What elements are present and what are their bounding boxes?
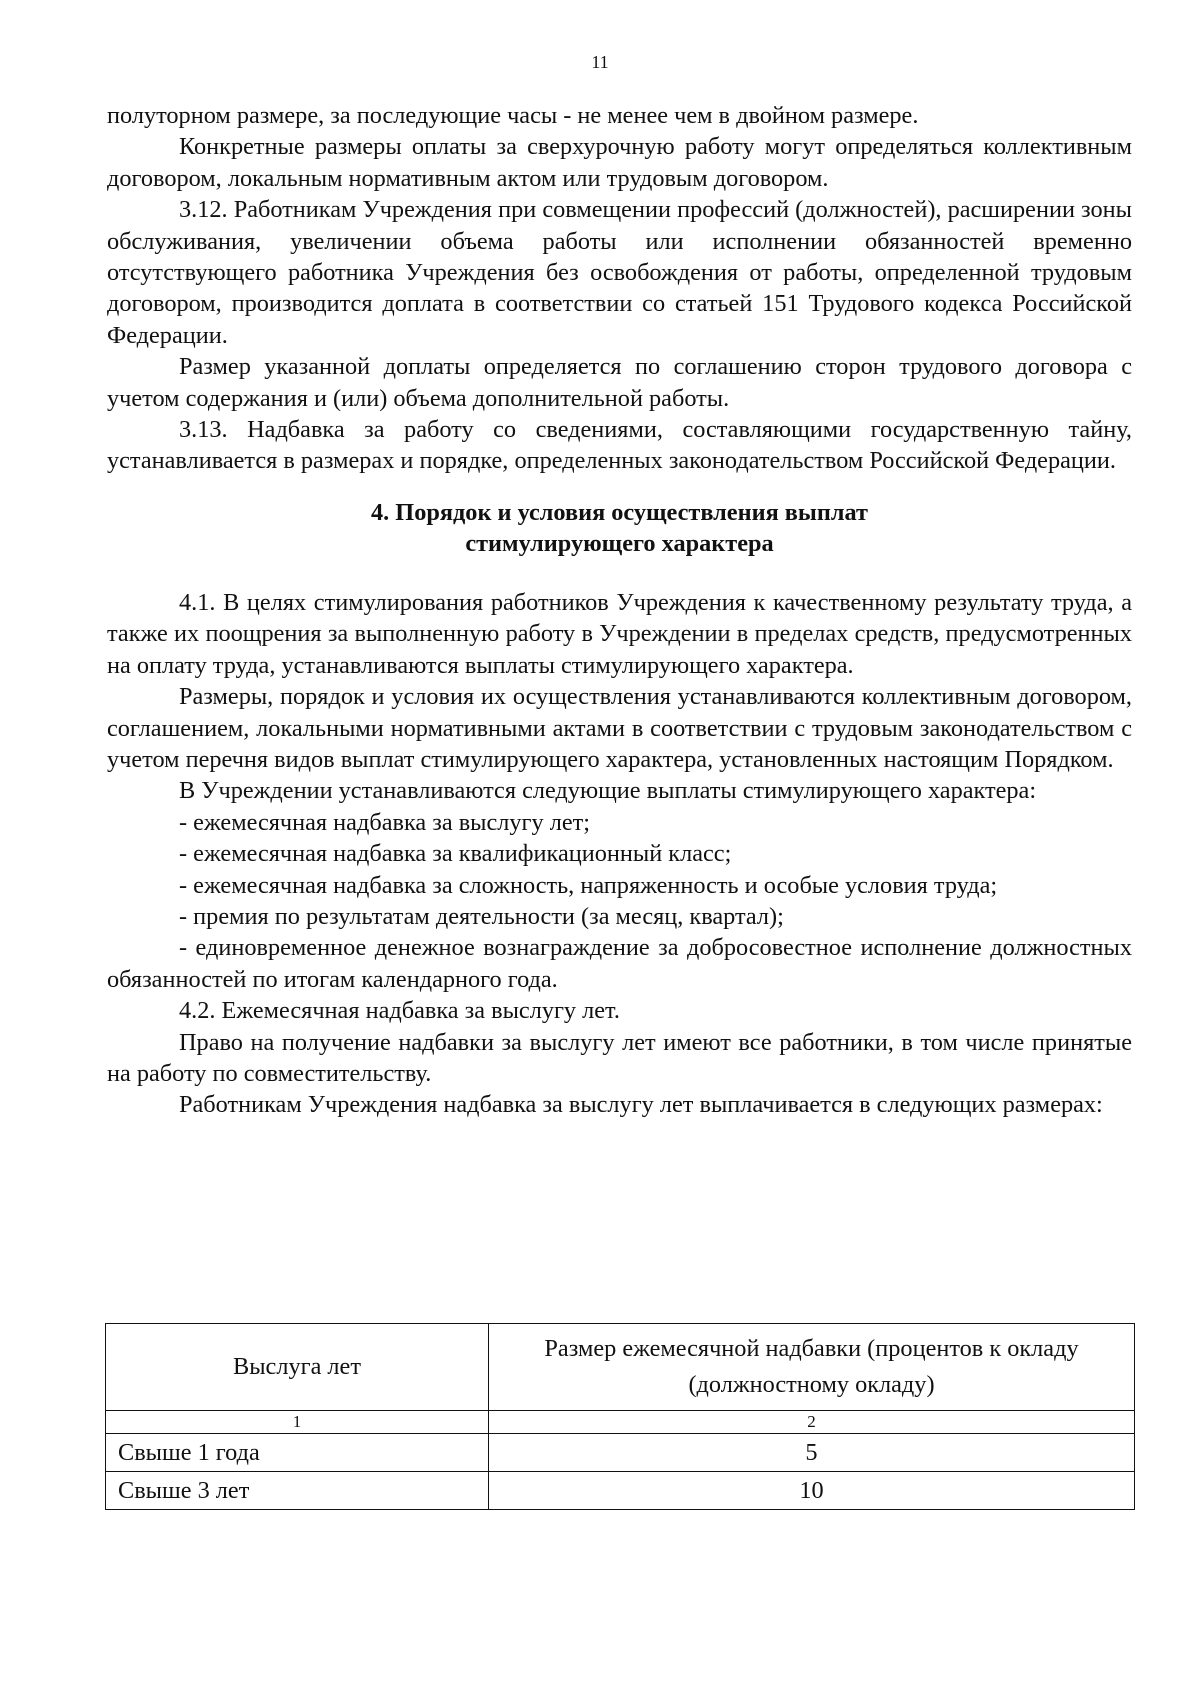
- section-heading-line2: стимулирующего характера: [465, 529, 774, 557]
- payments-list: [107, 807, 1132, 995]
- table-row: [106, 1472, 1135, 1510]
- seniority-table: [105, 1323, 1135, 1510]
- section-heading: [107, 497, 1132, 559]
- table-header-row: [106, 1324, 1135, 1411]
- paragraph-bonus-sizes: Работникам Учреждения надбавка за выслугу лет выплачивается в следующих размерах:: [179, 1091, 1103, 1119]
- paragraph-payments-intro: В Учреждении устанавливаются следующие выплаты стимулирующего характера:: [179, 777, 1037, 805]
- list-item: - ежемесячная надбавка за сложность, напряженность и особые условия труда;: [179, 871, 998, 899]
- paragraph-right-to-bonus: Право на получение надбавки за выслугу лет имеют все работники, в том числе принятые на работу по совместительству.: [107, 1028, 1132, 1087]
- page-number: 11: [591, 52, 609, 72]
- section-heading-line1: 4. Порядок и условия осуществления выплат: [371, 498, 868, 526]
- table-row: [106, 1434, 1135, 1472]
- header-bonus-size: Размер ежемесячной надбавки (процентов к окладу (должностному окладу): [489, 1324, 1135, 1411]
- paragraph-3-13: 3.13. Надбавка за работу со сведениями, составляющими государственную тайну, устанавливается в размерах и порядке, определенных законодательством Российской Федерации.: [107, 416, 1132, 475]
- body-text: [107, 100, 1132, 1121]
- paragraph-4-2: 4.2. Ежемесячная надбавка за выслугу лет.: [179, 997, 620, 1025]
- list-item: - единовременное денежное вознаграждение за добросовестное исполнение должностных обязанностей по итогам календарного года.: [107, 934, 1132, 993]
- paragraph-4-1: 4.1. В целях стимулирования работников Учреждения к качественному результату труда, а также их поощрения за выполненную работу в Учреждении в пределах средств, предусмотренных на оплату труда, устанавливаются выплаты стимулирующего характера.: [107, 588, 1132, 679]
- paragraph-overtime-end: полуторном размере, за последующие часы - не менее чем в двойном размере.: [107, 102, 919, 129]
- paragraph-surcharge-size: Размер указанной доплаты определяется по соглашению сторон трудового договора с учетом содержания и (или) объема дополнительной работы.: [107, 353, 1132, 412]
- table-number-row: [106, 1411, 1135, 1434]
- list-item: - ежемесячная надбавка за выслугу лет;: [179, 808, 591, 836]
- paragraph-overtime-sizes: Конкретные размеры оплаты за сверхурочную работу могут определяться коллективным договором, локальным нормативным актом или трудовым договором.: [107, 133, 1132, 192]
- cell-period: Свыше 3 лет: [106, 1472, 489, 1510]
- column-number-2: 2: [489, 1411, 1135, 1434]
- cell-period: Свыше 1 года: [106, 1434, 489, 1472]
- header-seniority: Выслуга лет: [106, 1324, 489, 1411]
- paragraph-sizes-order: Размеры, порядок и условия их осуществления устанавливаются коллективным договором, соглашением, локальными нормативными актами в соответствии с трудовым законодательством с учетом перечня видов выплат стимулирующего характера, установленных настоящим Порядком.: [107, 683, 1132, 773]
- list-item: - ежемесячная надбавка за квалификационный класс;: [179, 840, 732, 868]
- cell-percent: 10: [489, 1472, 1135, 1510]
- list-item: - премия по результатам деятельности (за месяц, квартал);: [179, 902, 784, 930]
- column-number-1: 1: [106, 1411, 489, 1434]
- cell-percent: 5: [489, 1434, 1135, 1472]
- paragraph-3-12: 3.12. Работникам Учреждения при совмещении профессий (должностей), расширении зоны обслуживания, увеличении объема работы или исполнении обязанностей временно отсутствующего работника Учреждения без освобождения от работы, определенной трудовым договором, производится доплата в соответствии со статьей 151 Трудового кодекса Российской Федерации.: [107, 196, 1132, 349]
